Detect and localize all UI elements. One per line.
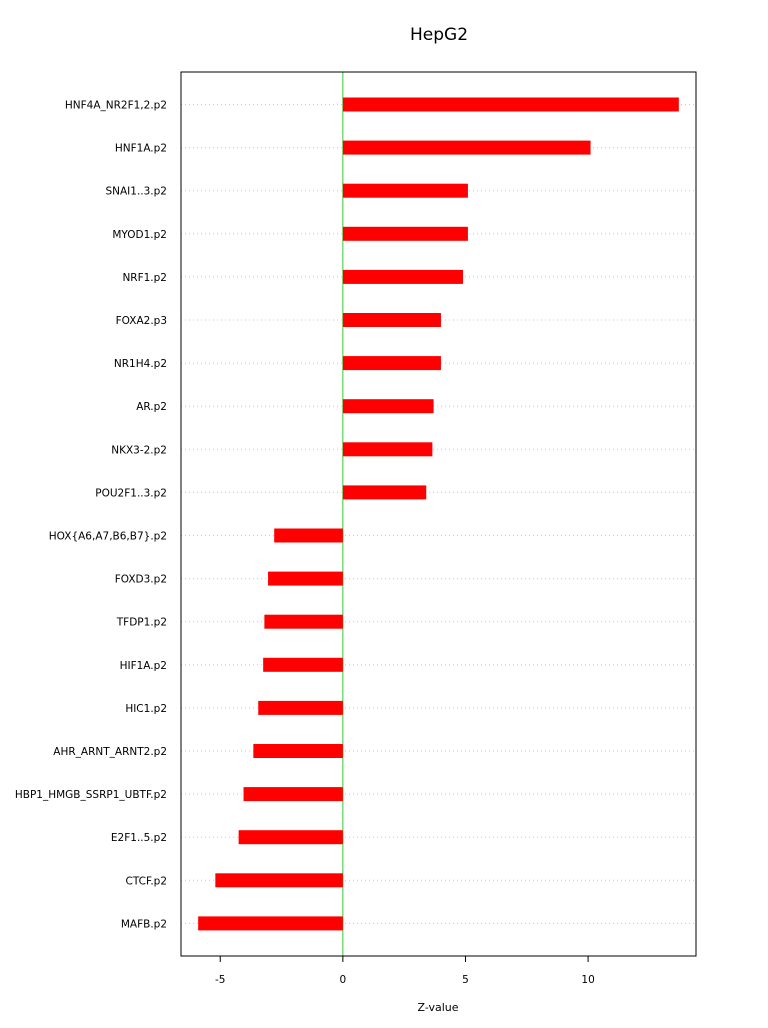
x-tick-label: 10 <box>581 974 595 986</box>
category-label: AR.p2 <box>136 401 167 414</box>
bar <box>215 873 343 887</box>
bar <box>263 658 343 672</box>
bar <box>343 485 426 499</box>
category-label: HIC1.p2 <box>125 702 167 715</box>
category-label: FOXD3.p2 <box>114 573 167 586</box>
x-tick-label: -5 <box>214 974 226 986</box>
bar <box>198 916 343 930</box>
bar <box>343 399 434 413</box>
bar <box>343 98 679 112</box>
bar <box>258 701 343 715</box>
x-axis <box>215 956 595 986</box>
plot-frame <box>181 72 696 956</box>
bar <box>343 227 468 241</box>
category-label: MYOD1.p2 <box>112 228 167 241</box>
chart-title: HepG2 <box>409 25 469 45</box>
bar <box>343 141 591 155</box>
category-label: HBP1_HMGB_SSRP1_UBTF.p2 <box>14 789 167 802</box>
x-tick-label: 5 <box>462 974 469 986</box>
category-label: HIF1A.p2 <box>119 659 167 672</box>
category-label: HOX{A6,A7,B6,B7}.p2 <box>48 530 167 543</box>
category-label: TFDP1.p2 <box>116 616 167 629</box>
category-label: NKX3-2.p2 <box>111 444 167 457</box>
category-label: HNF1A.p2 <box>114 142 167 155</box>
x-tick-label: 0 <box>339 974 347 986</box>
bar <box>343 184 468 198</box>
bar <box>343 270 463 284</box>
category-label: MAFB.p2 <box>120 918 167 931</box>
bar <box>253 744 343 758</box>
bar <box>244 787 343 801</box>
bar-layer <box>198 98 679 931</box>
category-label: AHR_ARNT_ARNT2.p2 <box>53 746 167 758</box>
bar <box>268 572 343 586</box>
category-label: NRF1.p2 <box>122 271 167 284</box>
category-label: HNF4A_NR2F1,2.p2 <box>64 99 167 112</box>
category-label: E2F1..5.p2 <box>110 832 167 845</box>
bar <box>264 615 342 629</box>
bar <box>343 356 441 370</box>
category-label: POU2F1..3.p2 <box>95 487 167 500</box>
bar <box>239 830 343 844</box>
bar <box>274 529 343 543</box>
x-axis-title: Z-value <box>417 1001 459 1014</box>
category-label: SNAI1..3.p2 <box>105 185 167 198</box>
category-label-layer <box>15 100 167 931</box>
bar <box>343 442 433 456</box>
category-label: NR1H4.p2 <box>113 358 167 371</box>
category-label: CTCF.p2 <box>125 875 167 888</box>
bar <box>343 313 441 327</box>
category-label: FOXA2.p3 <box>115 315 167 327</box>
